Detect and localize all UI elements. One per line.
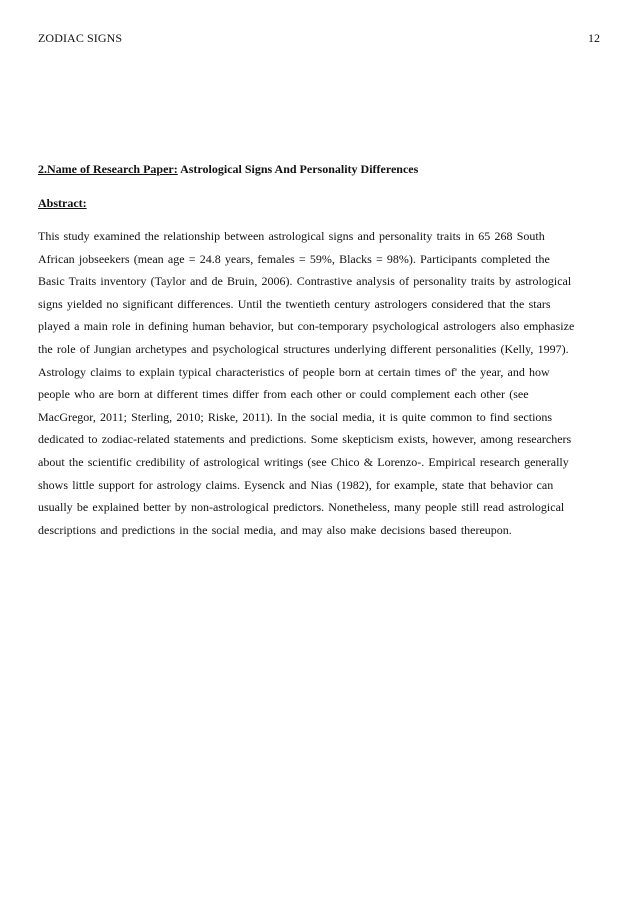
- paper-heading-label: 2.Name of Research Paper:: [38, 162, 178, 176]
- paper-title: Astrological Signs And Personality Differences: [180, 162, 419, 176]
- abstract-line: MacGregor, 2011; Sterling, 2010; Riske, 2011). In the social media, it is quite common to find sections: [38, 409, 553, 424]
- abstract-line: played a main role in defining human behavior, but con-temporary psychological astrologers also emphasize: [38, 319, 575, 334]
- abstract-line: African jobseekers (mean age = 24.8 years, females = 59%, Blacks = 98%). Participants completed the: [38, 251, 550, 266]
- running-head: ZODIAC SIGNS: [38, 31, 123, 45]
- abstract-line: signs yielded no significant differences. Until the twentieth century astrologers considered that the stars: [38, 296, 551, 311]
- abstract-line: shows little support for astrology claims. Eysenck and Nias (1982), for example, state that behavior can: [38, 477, 554, 492]
- abstract-line: about the scientific credibility of astrological writings (see Chico & Lorenzo-. Empirical research generally: [38, 454, 569, 469]
- abstract-body: [38, 227, 598, 543]
- abstract-line: Astrology claims to explain typical characteristics of people born at certain times of' the year, and how: [38, 364, 550, 379]
- abstract-line: usually be explained better by non-astrological predictors. Nonetheless, many people still read astrological: [38, 500, 565, 515]
- page-number: 12: [588, 31, 600, 45]
- abstract-line: Basic Traits inventory (Taylor and de Bruin, 2006). Contrastive analysis of personality traits by astrological: [38, 274, 572, 289]
- abstract-line: the role of Jungian archetypes and psychological structures underlying different personalities (Kelly, 1997).: [38, 341, 569, 356]
- abstract-heading: Abstract:: [38, 196, 87, 210]
- abstract-line: This study examined the relationship between astrological signs and personality traits in 65 268 South: [38, 229, 545, 243]
- abstract-line: descriptions and predictions in the social media, and may also make decisions based thereupon.: [38, 522, 512, 537]
- abstract-line: people who are born at different times differ from each other or could complement each other (see: [38, 387, 529, 402]
- abstract-line: dedicated to zodiac-related statements and predictions. Some skepticism exists, however, among researchers: [38, 432, 572, 447]
- paper-heading: [38, 162, 418, 177]
